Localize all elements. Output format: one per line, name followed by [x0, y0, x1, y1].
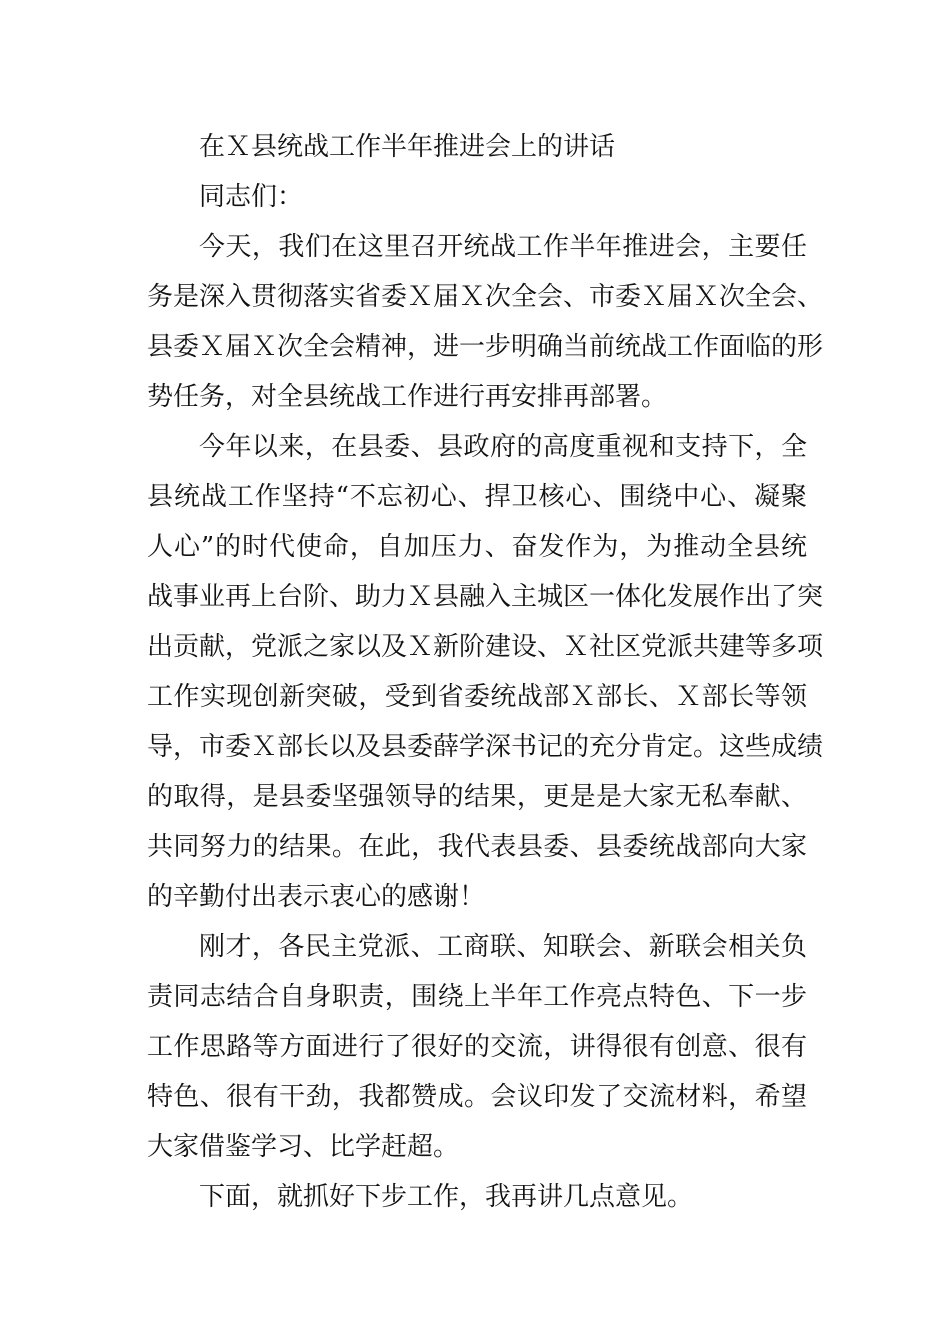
paragraph-1: [147, 222, 824, 422]
paragraph-line: 导，市委Ｘ部长以及县委薛学深书记的充分肯定。这些成绩: [147, 732, 824, 762]
paragraph-line: 责同志结合自身职责，围绕上半年工作亮点特色、下一步: [147, 982, 807, 1012]
paragraph-line: 县统战工作坚持“不忘初心、捍卫核心、围绕中心、凝聚: [147, 482, 807, 512]
paragraph-line: 出贡献，党派之家以及Ｘ新阶建设、Ｘ社区党派共建等多项: [147, 632, 824, 662]
paragraph-line: 县委Ｘ届Ｘ次全会精神，进一步明确当前统战工作面临的形: [147, 332, 824, 362]
paragraph-line: 今天，我们在这里召开统战工作半年推进会，主要任: [199, 232, 807, 262]
paragraph-line: 大家借鉴学习、比学赶超。: [147, 1132, 460, 1162]
paragraph-4: [147, 1172, 807, 1222]
paragraph-line: 务是深入贯彻落实省委Ｘ届Ｘ次全会、市委Ｘ届Ｘ次全会、: [147, 282, 824, 312]
document-body: [147, 122, 824, 1222]
paragraph-line: 势任务，对全县统战工作进行再安排再部署。: [147, 382, 668, 412]
paragraph-line: 人心”的时代使命，自加压力、奋发作为，为推动全县统: [147, 532, 807, 562]
paragraph-line: 工作实现创新突破，受到省委统战部Ｘ部长、Ｘ部长等领: [147, 682, 807, 712]
salutation: 同志们：: [199, 182, 304, 212]
paragraph-2: [147, 422, 824, 922]
paragraph-line: 特色、很有干劲，我都赞成。会议印发了交流材料，希望: [147, 1082, 807, 1112]
paragraph-3: [147, 922, 807, 1172]
document-title: 在Ｘ县统战工作半年推进会上的讲话: [199, 132, 616, 162]
paragraph-line: 共同努力的结果。在此，我代表县委、县委统战部向大家: [147, 832, 807, 862]
paragraph-line: 工作思路等方面进行了很好的交流，讲得很有创意、很有: [147, 1032, 807, 1062]
paragraph-line: 下面，就抓好下步工作，我再讲几点意见。: [199, 1182, 694, 1212]
paragraph-line: 的取得，是县委坚强领导的结果，更是是大家无私奉献、: [147, 782, 807, 812]
paragraph-line: 的辛勤付出表示衷心的感谢！: [147, 882, 486, 912]
paragraph-line: 刚才，各民主党派、工商联、知联会、新联会相关负: [199, 932, 807, 962]
paragraph-line: 今年以来，在县委、县政府的高度重视和支持下，全: [199, 432, 807, 462]
paragraph-line: 战事业再上台阶、助力Ｘ县融入主城区一体化发展作出了突: [147, 582, 824, 612]
